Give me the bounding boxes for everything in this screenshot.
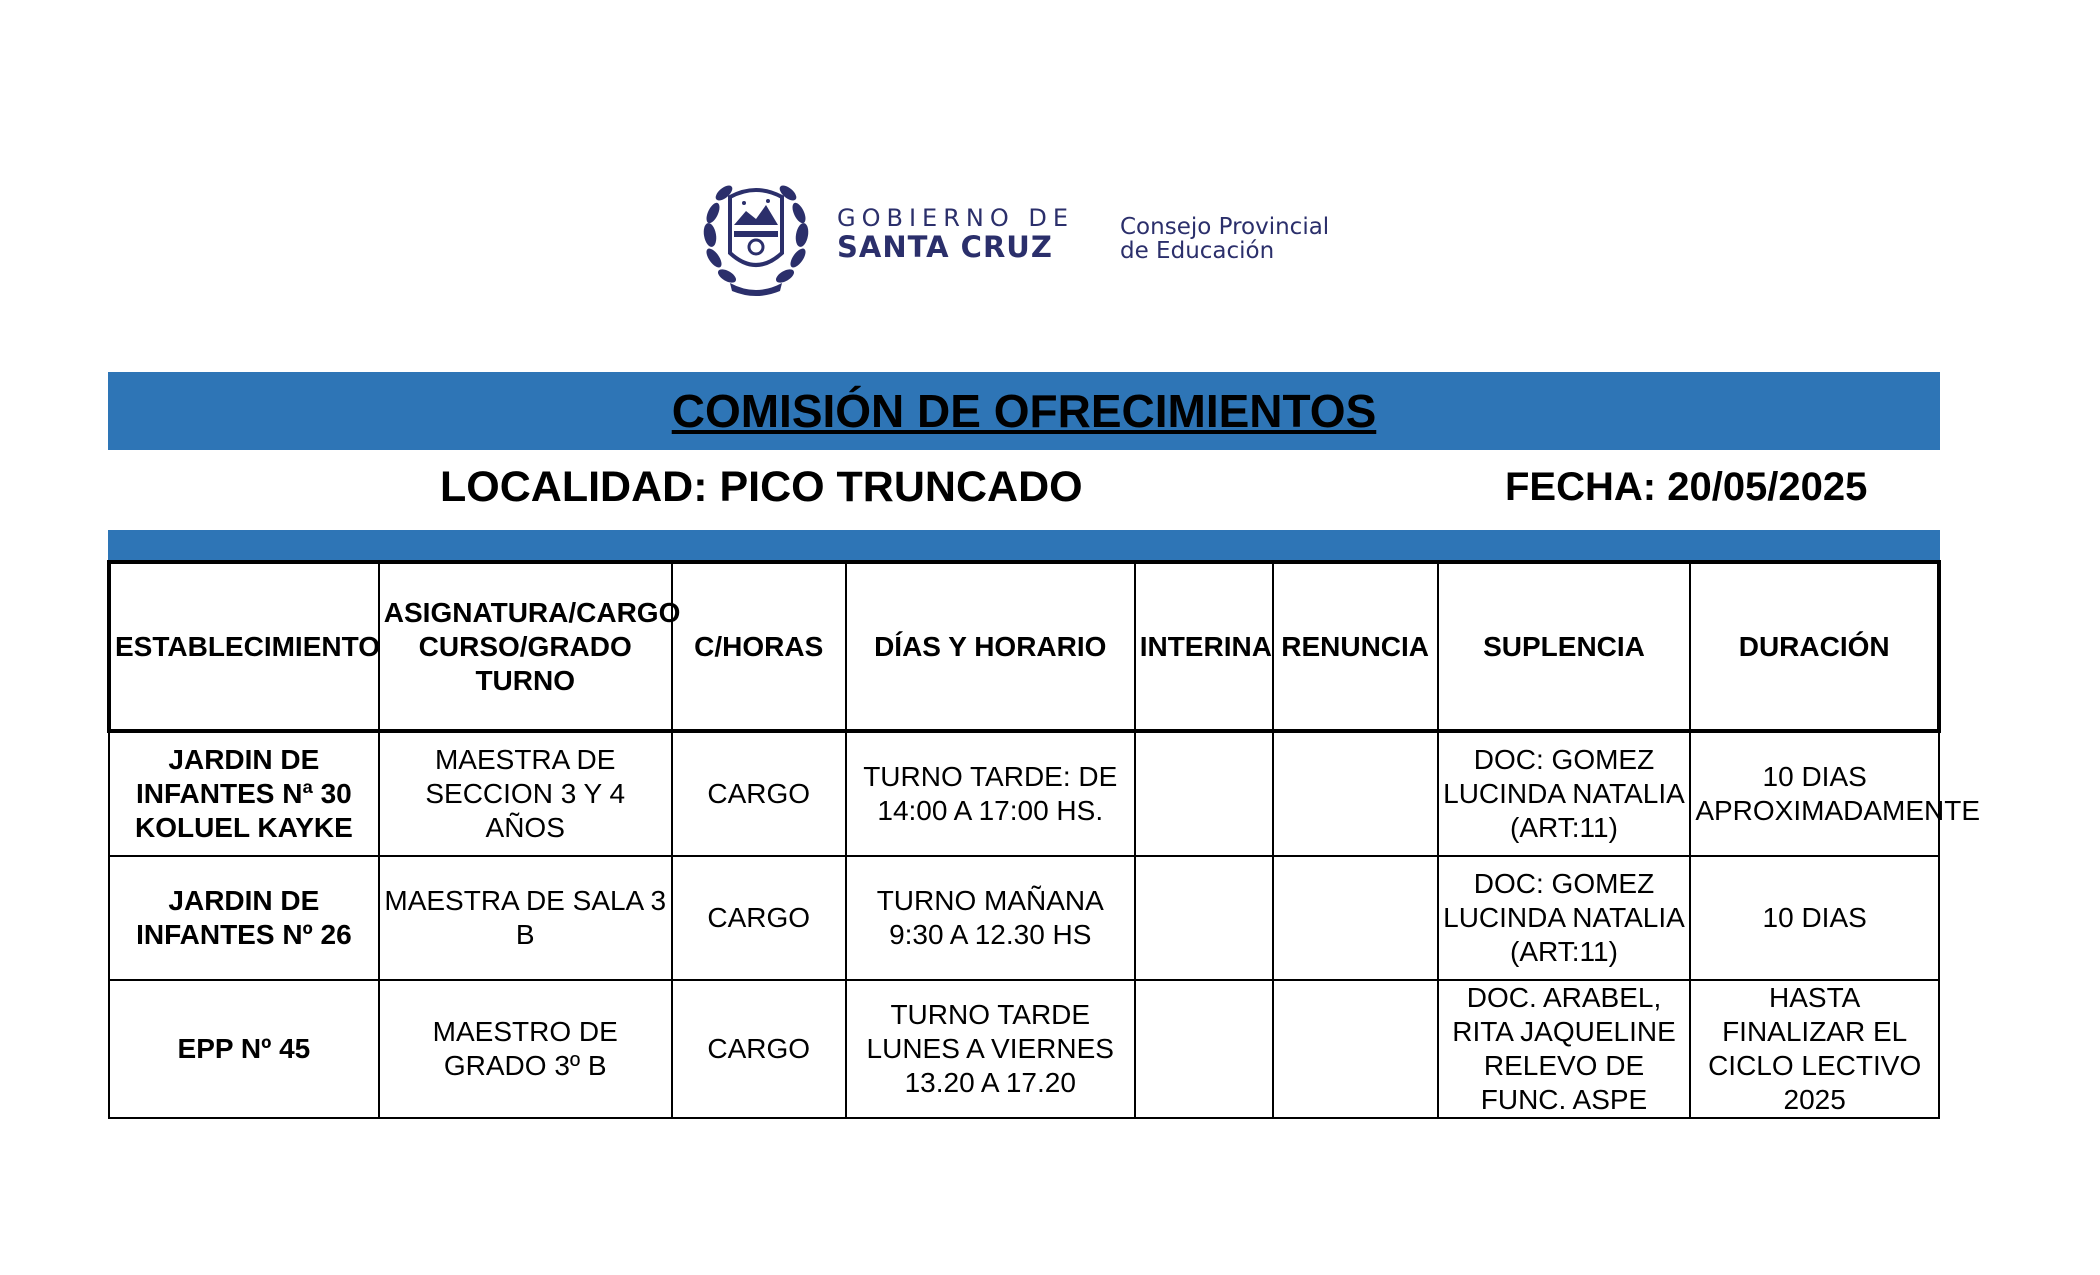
council-wordmark bbox=[1120, 215, 1329, 263]
province-seal-icon bbox=[700, 175, 812, 300]
cell-horas: CARGO bbox=[672, 731, 846, 856]
cell-horas: CARGO bbox=[672, 856, 846, 980]
offers-table bbox=[107, 560, 1981, 1119]
cell-asignatura: MAESTRA DE SALA 3 B bbox=[379, 856, 672, 980]
date-label: FECHA: 20/05/2025 bbox=[1505, 465, 1868, 509]
table-header-row bbox=[109, 562, 1939, 731]
column-header-horas: C/HORAS bbox=[672, 562, 846, 731]
page-title: COMISIÓN DE OFRECIMIENTOS bbox=[671, 385, 1377, 437]
council-line-2: de Educación bbox=[1120, 238, 1275, 264]
table-row bbox=[109, 731, 1939, 856]
cell-duracion: 10 DIAS APROXIMADAMENTE bbox=[1690, 731, 1939, 856]
cell-duracion: 10 DIAS bbox=[1690, 856, 1939, 980]
cell-suplencia: DOC. ARABEL, RITA JAQUELINE RELEVO DE FUNC. ASPE bbox=[1438, 980, 1691, 1118]
table-row bbox=[109, 980, 1939, 1118]
cell-interina bbox=[1135, 980, 1273, 1118]
locality-label: LOCALIDAD: PICO TRUNCADO bbox=[440, 463, 1083, 511]
cell-establecimiento: EPP Nº 45 bbox=[109, 980, 379, 1118]
cell-establecimiento: JARDIN DE INFANTES Nª 30 KOLUEL KAYKE bbox=[109, 731, 379, 856]
cell-horario: TURNO TARDE: DE 14:00 A 17:00 HS. bbox=[846, 731, 1135, 856]
government-line: GOBIERNO DE bbox=[837, 204, 1074, 232]
column-header-horario: DÍAS Y HORARIO bbox=[846, 562, 1135, 731]
cell-renuncia bbox=[1273, 731, 1438, 856]
cell-interina bbox=[1135, 731, 1273, 856]
cell-horario: TURNO TARDE LUNES A VIERNES 13.20 A 17.20 bbox=[846, 980, 1135, 1118]
table-row bbox=[109, 856, 1939, 980]
column-header-renuncia: RENUNCIA bbox=[1273, 562, 1438, 731]
header-logo bbox=[700, 175, 1370, 300]
cell-asignatura: MAESTRA DE SECCION 3 Y 4 AÑOS bbox=[379, 731, 672, 856]
council-line-1: Consejo Provincial bbox=[1120, 214, 1330, 240]
government-wordmark bbox=[837, 205, 1074, 263]
cell-duracion: HASTA FINALIZAR EL CICLO LECTIVO 2025 bbox=[1690, 980, 1939, 1118]
column-header-duracion: DURACIÓN bbox=[1690, 562, 1939, 731]
province-line: SANTA CRUZ bbox=[837, 230, 1053, 264]
cell-suplencia: DOC: GOMEZ LUCINDA NATALIA (ART:11) bbox=[1438, 856, 1691, 980]
cell-suplencia: DOC: GOMEZ LUCINDA NATALIA (ART:11) bbox=[1438, 731, 1691, 856]
column-header-interina: INTERINA bbox=[1135, 562, 1273, 731]
cell-horario: TURNO MAÑANA 9:30 A 12.30 HS bbox=[846, 856, 1135, 980]
separator-banner bbox=[108, 530, 1940, 560]
cell-asignatura: MAESTRO DE GRADO 3º B bbox=[379, 980, 672, 1118]
cell-renuncia bbox=[1273, 856, 1438, 980]
column-header-asignatura: ASIGNATURA/CARGO CURSO/GRADO TURNO bbox=[379, 562, 672, 731]
cell-interina bbox=[1135, 856, 1273, 980]
title-banner bbox=[108, 372, 1940, 450]
cell-horas: CARGO bbox=[672, 980, 846, 1118]
cell-renuncia bbox=[1273, 980, 1438, 1118]
column-header-suplencia: SUPLENCIA bbox=[1438, 562, 1691, 731]
column-header-establecimiento: ESTABLECIMIENTO bbox=[109, 562, 379, 731]
cell-establecimiento: JARDIN DE INFANTES Nº 26 bbox=[109, 856, 379, 980]
